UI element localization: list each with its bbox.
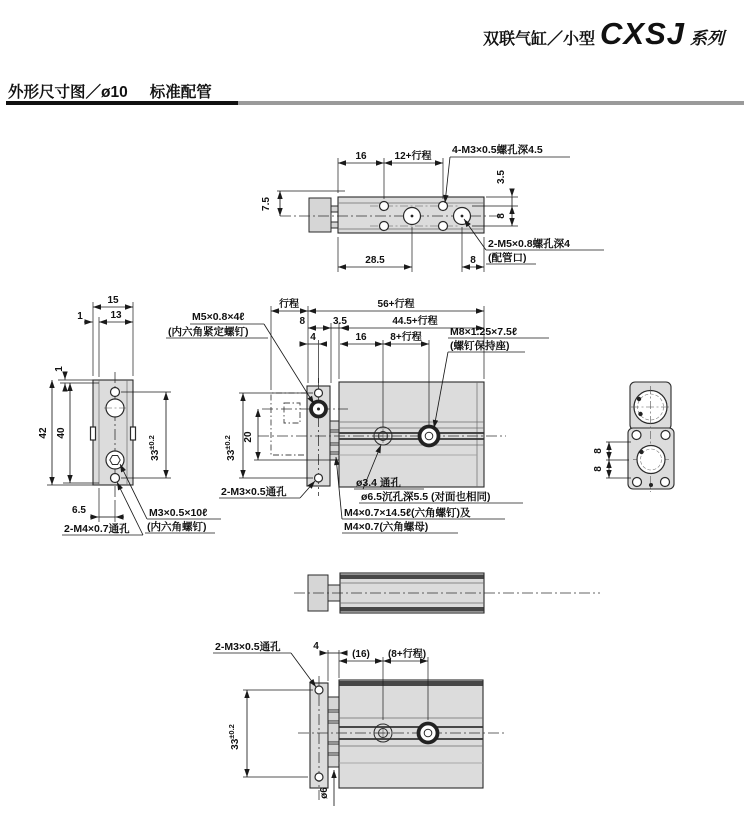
- cylinder-body-bottom: [339, 680, 483, 788]
- dim-label: 16: [355, 151, 367, 162]
- dim-label: 13: [110, 310, 122, 321]
- top-view: [261, 143, 604, 272]
- section-subtitle: 标准配管: [149, 84, 212, 101]
- dim-label: $33^{\pm 0.2}$: [147, 435, 161, 461]
- counterbore-callout: ø6.5沉孔深5.5 (对面也相同): [361, 491, 491, 503]
- bottom-view: [213, 640, 504, 806]
- piping-callout-note: (配管口): [488, 252, 527, 264]
- piping-callout: 2-M5×0.8螺孔深4: [488, 238, 570, 250]
- hex-bolt: [419, 724, 438, 743]
- dim-label: 4: [310, 332, 316, 343]
- dim-label: 40: [56, 427, 67, 439]
- dim-label: $33^{\pm 0.2}$: [223, 435, 237, 461]
- dim-label: $33^{\pm 0.2}$: [227, 724, 241, 750]
- series-suffix: 系列: [690, 29, 724, 48]
- dim-label: 1: [54, 366, 65, 372]
- dim-label: 8: [496, 213, 507, 219]
- side-view: [593, 382, 674, 492]
- thread-callout: 2-M3×0.5通孔: [221, 486, 287, 498]
- cylinder-body-front: [339, 382, 484, 487]
- section-title: 外形尺寸图／ø10: [8, 84, 128, 101]
- hex-bolt: [420, 427, 439, 446]
- dim-label: 7.5: [261, 197, 272, 211]
- dim-label: 28.5: [365, 255, 385, 266]
- nut-callout: M4×0.7(六角螺母): [344, 521, 429, 533]
- dim-label: 行程: [279, 299, 299, 310]
- dim-label: 8+行程: [390, 332, 422, 343]
- bolt-callout: M4×0.7×14.5ℓ(六角螺钉)及: [344, 507, 471, 519]
- dim-label: ø6: [319, 787, 330, 799]
- series-prefix: 双联气缸／小型: [483, 31, 596, 48]
- dim-label: 8: [470, 255, 476, 266]
- thread-callout: 2-M3×0.5通孔: [215, 641, 281, 653]
- dim-label: 56+行程: [377, 299, 415, 310]
- thread-callout-note: (内六角螺钉): [147, 521, 207, 533]
- dim-label: 42: [38, 427, 49, 439]
- dim-label: 4: [313, 641, 319, 652]
- dim-label: (16): [352, 649, 370, 660]
- dim-label: 20: [243, 431, 254, 443]
- side-elevation: [294, 573, 600, 613]
- dim-label: 16: [355, 332, 367, 343]
- thread-callout-note: (螺钉保持座): [450, 340, 510, 352]
- retracted-ghost-outline: [271, 393, 307, 455]
- dim-label: 8: [593, 466, 604, 472]
- thread-callout: 4-M3×0.5螺孔深4.5: [452, 144, 543, 156]
- series-model: CXSJ: [600, 16, 685, 51]
- dim-label: 3.5: [496, 170, 507, 184]
- dim-label: 8: [299, 316, 305, 327]
- dim-label: 12+行程: [394, 151, 432, 162]
- hole-callout: ø3.4 通孔: [356, 477, 401, 489]
- dim-label: 44.5+行程: [392, 316, 438, 327]
- thread-callout-note: (内六角紧定螺钉): [168, 326, 249, 338]
- front-view: [166, 297, 549, 533]
- thread-callout: M3×0.5×10ℓ: [149, 507, 208, 519]
- dim-label: 15: [107, 295, 119, 306]
- dim-label: (8+行程): [387, 649, 427, 660]
- thread-callout: 2-M4×0.7通孔: [64, 523, 130, 535]
- dim-label: 6.5: [72, 505, 86, 516]
- thread-callout: M5×0.8×4ℓ: [192, 311, 245, 323]
- dim-label: 8: [593, 448, 604, 454]
- dim-label: 1: [77, 311, 83, 322]
- dim-label: 3.5: [333, 316, 347, 327]
- rod-plate-plan: [309, 198, 331, 232]
- thread-callout: M8×1.25×7.5ℓ: [450, 326, 518, 338]
